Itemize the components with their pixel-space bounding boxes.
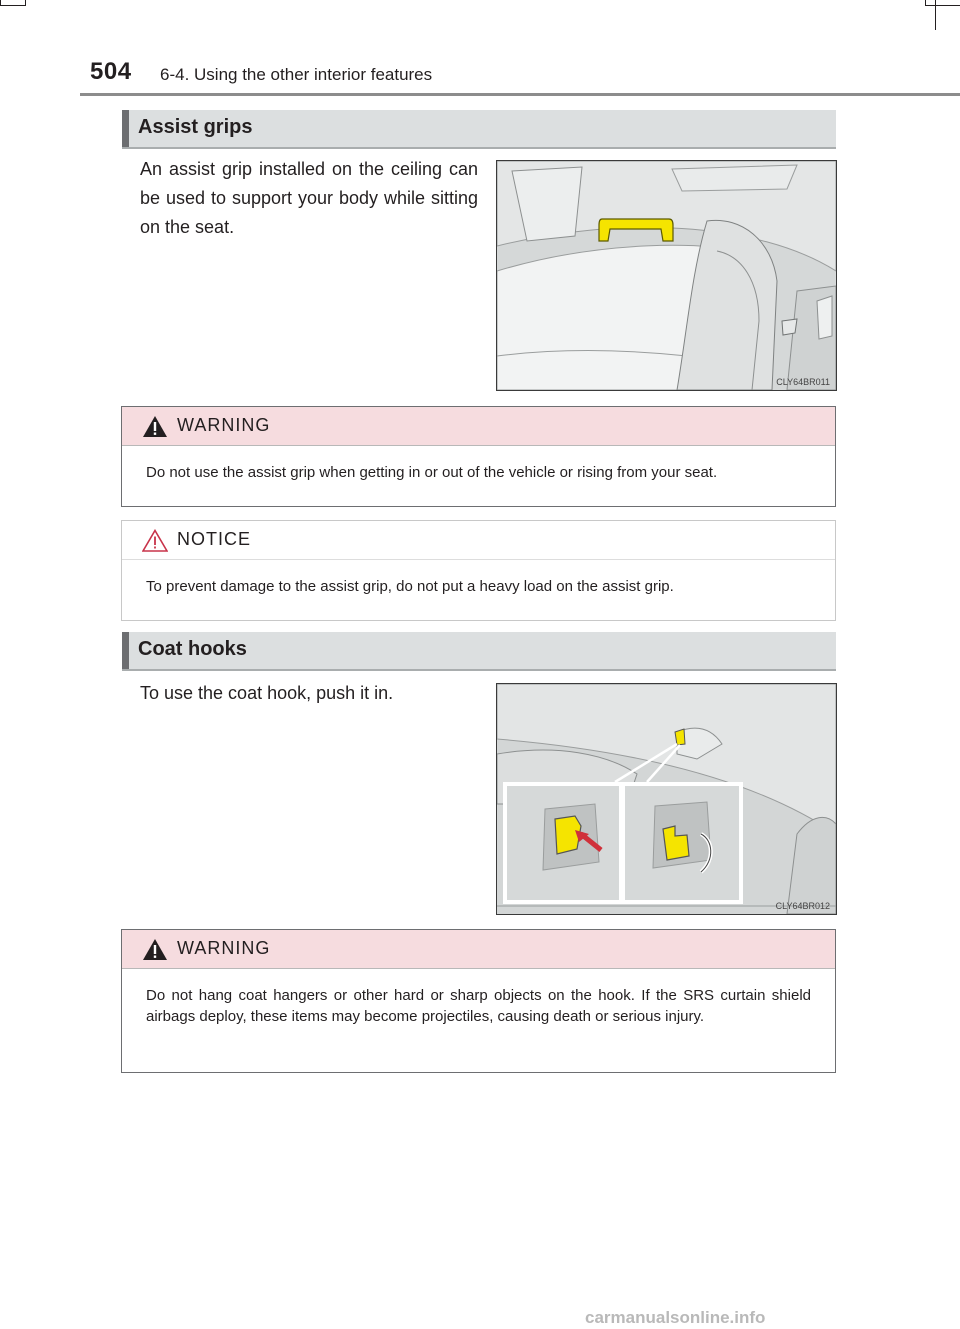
warning-triangle-icon bbox=[142, 938, 168, 961]
coat-hook-description: To use the coat hook, push it in. bbox=[140, 683, 394, 703]
page-number: 504 bbox=[90, 58, 132, 85]
section-title: Assist grips bbox=[138, 116, 253, 138]
assist-grip-illustration bbox=[496, 160, 837, 391]
figure-code: CLY64BR012 bbox=[775, 901, 830, 911]
notice-box-assist-grip bbox=[121, 520, 836, 621]
warning-triangle-icon bbox=[142, 415, 168, 438]
section-bar bbox=[122, 110, 129, 147]
warning-header bbox=[122, 930, 835, 969]
section-bar bbox=[122, 632, 129, 669]
section-title: Coat hooks bbox=[138, 638, 247, 660]
crop-mark bbox=[925, 5, 960, 6]
notice-label: NOTICE bbox=[177, 529, 252, 549]
notice-header bbox=[122, 521, 835, 560]
section-header-assist-grips bbox=[122, 110, 836, 149]
notice-text: To prevent damage to the assist grip, do not put a heavy load on the assist grip. bbox=[146, 578, 674, 595]
warning-box-assist-grip bbox=[121, 406, 836, 507]
figure-code: CLY64BR011 bbox=[776, 377, 830, 387]
assist-grip-description: An assist grip installed on the ceiling can be used to support your body while sitting on the seat. bbox=[140, 159, 478, 237]
warning-label: WARNING bbox=[177, 938, 271, 958]
warning-header bbox=[122, 407, 835, 446]
watermark: carmanualsonline.info bbox=[585, 1308, 766, 1327]
assist-grip-drawing bbox=[497, 161, 836, 390]
warning-text: Do not use the assist grip when getting in or out of the vehicle or rising from your seat. bbox=[146, 464, 718, 481]
caution-triangle-icon bbox=[142, 529, 168, 552]
coat-hook-drawing bbox=[497, 684, 836, 914]
warning-text: Do not hang coat hangers or other hard or sharp objects on the hook. If the SRS curtain shield airbags deploy, these items may become projectiles, causing death or serious injury. bbox=[146, 987, 811, 1025]
header-rule bbox=[80, 93, 960, 96]
chapter-title: 6-4. Using the other interior features bbox=[160, 65, 433, 84]
crop-mark bbox=[0, 5, 26, 6]
coat-hook-illustration bbox=[496, 683, 837, 915]
section-header-coat-hooks bbox=[122, 632, 836, 671]
warning-label: WARNING bbox=[177, 415, 271, 435]
warning-box-coat-hook bbox=[121, 929, 836, 1073]
